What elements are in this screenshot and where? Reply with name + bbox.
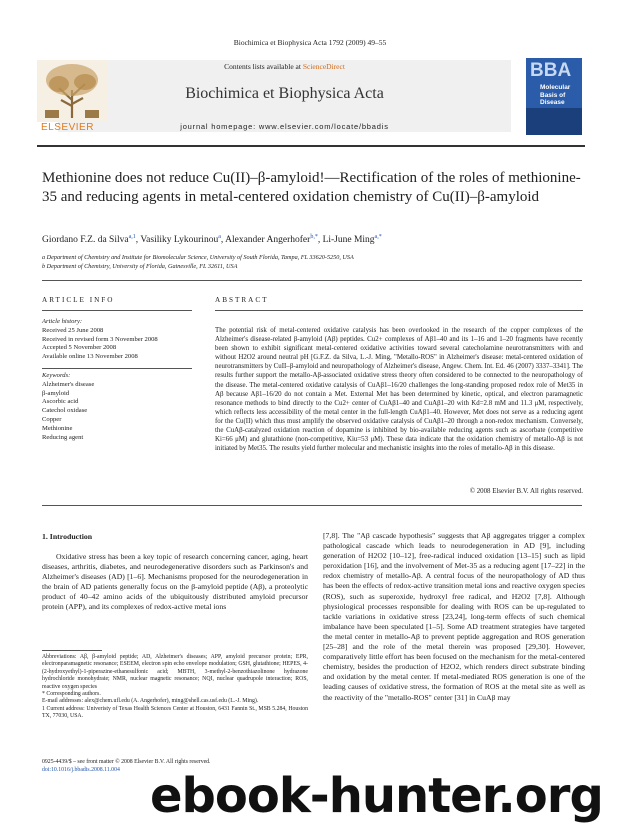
author-affil-mark[interactable]: a,1 — [128, 234, 136, 240]
journal-title: Biochimica et Biophysica Acta — [185, 85, 384, 102]
keyword: Catechol oxidase — [42, 407, 88, 415]
sciencedirect-link[interactable]: ScienceDirect — [302, 62, 345, 71]
footnote-rule — [42, 650, 102, 651]
info-rule — [42, 310, 192, 311]
article-history — [42, 318, 192, 362]
history-accepted: Accepted 5 November 2008 — [42, 344, 117, 352]
history-received: Received 25 June 2008 — [42, 326, 104, 334]
watermark-text: ebook-hunter.org — [150, 768, 603, 824]
homepage-prefix: journal homepage: — [180, 122, 256, 131]
elsevier-logo — [37, 60, 107, 132]
keywords-rule — [42, 368, 192, 369]
history-revised: Received in revised form 3 November 2008 — [42, 335, 158, 343]
affil-rule — [42, 280, 582, 281]
keywords-label: Keywords: — [42, 372, 71, 379]
history-label: Article history: — [42, 318, 83, 325]
intro-right-column — [323, 531, 585, 785]
abstract-text: The potential risk of metal-centered oxidative catalysis has been overlooked in the research of the copper complexes of the Alzheimer's disease-related β-amyloid (Aβ) peptides. Cu2+ complexes of Aβ1–40 and its 1–16 and 1–20 fragments have recently been shown to exhibit significant metal-centered oxidative activities toward several catecholamine neurotransmitters with and without H2O2 around neutral pH [G.F.Z. da Silva, L.-J. Ming, "Metallo-ROS" in Alzheimer's disease: metal-centered oxidation of neurotransmitters by CuII–β-amyloid and neuropathology of Alzheimer's disease, Angew. Chem. Int. Ed. 46 (2007) 3337–3341]. The results further support the metallo-Aβ-associated oxidative stress theory often considered to be connected to the neuropathology of the disease. The metal-centered oxidative catalysis of CuAβ1–16/20 challenges the long-standing proposed redox role of Met35 in Aβ because Aβ1–16/20 do not contain a Met. External Met has been determined by kinetic, optical, and electron paramagnetic resonance methods to bind directly to the Cu2+ center of CuAβ1–40 and CuAβ1–20 with Kd=2.8 mM and 11.3 μM, respectively, which reflects less accessibility of the metal center in the full-length CuAβ1–40. However, Met does not serve as a reducing agent for the Cu(II) which thus must amplify the observed oxidative catalysis of CuAβ1–20 through a non-redox mechanism. Conversely, the CuAβ-catalyzed oxidation reaction of dopamine is inhibited by bio-available reducing agents such as ascorbate (competitive Ki=66 μM) and glutathione (non-competitive, Kiu=53 μM). These data indicate that the oxidation chemistry of metallo-Aβ is not initiated by Met35. The results yield further molecular and mechanistic insights into the roles of metallo-Aβ in this disease. — [215, 327, 583, 453]
contents-line — [58, 62, 511, 71]
cover-subtitle: Molecular Basis of Disease — [540, 84, 571, 106]
author-affil-mark[interactable]: b,* — [310, 234, 318, 240]
intro-paragraph: Oxidative stress has been a key topic of research concerning cancer, aging, heart diseases, arthritis, diabetes, and neurodegenerative disorders such as Parkinson's and Alzheimer's diseases (AD) [1–6]. Mechanisms proposed for the neurodegeneration in the brain of AD patients generally focus on the β-amyloid peptide (Aβ), a proteolytic product of 40–42 amino acids of the ubiquitously distributed amyloid precursor protein (APP), and its complexes of redox-active metal ions — [42, 552, 308, 612]
author-name: Vasiliky Lykourinou — [140, 235, 219, 246]
cover-image — [526, 108, 582, 135]
email-footnote[interactable]: E-mail addresses: alex@chem.ufl.edu (A. Angerhofer), ming@shell.cas.usf.edu (L.-J. Ming). — [42, 698, 259, 705]
issn-line: 0925-4439/$ – see front matter © 2008 Elsevier B.V. All rights reserved. — [42, 759, 211, 765]
article-info-heading: ARTICLE INFO — [42, 296, 115, 304]
keyword: Reducing agent — [42, 433, 84, 441]
abstract-end-rule — [42, 505, 582, 506]
journal-cover — [526, 58, 582, 135]
footnotes — [42, 654, 308, 721]
elsevier-tree-icon — [37, 60, 107, 122]
homepage-url[interactable]: www.elsevier.com/locate/bbadis — [258, 122, 389, 131]
author-name: Li-June Ming — [322, 235, 375, 246]
keyword: β-amyloid — [42, 389, 70, 397]
author-affil-mark[interactable]: a,* — [374, 234, 382, 240]
keywords — [42, 372, 192, 442]
cover-title: BBA — [530, 60, 572, 81]
abstract-heading: ABSTRACT — [215, 296, 269, 304]
keyword: Alzheimer's disease — [42, 380, 95, 388]
keyword: Ascorbic acid — [42, 398, 79, 406]
address-footnote: 1 Current address: Univeristy of Texas Health Sciences Center at Houston, 6431 Fannin St., MSB 5.284, Houston TX, 77030, USA. — [42, 705, 308, 720]
header-rule — [37, 145, 585, 147]
keyword: Methionine — [42, 424, 73, 432]
affiliation-a: a Department of Chemistry and Institute for Biomolecular Science, University of South Florida, Tampa, FL 33620-5250, USA — [42, 254, 354, 261]
abbreviations-footnote: Abbreviations: Aβ, β-amyloid peptide; AD, Alzheimer's diseases; APP, amyloid precursor protein; EPR, electronparamagnetic resonance; ESEEM, electron spin echo envelope modulation; GSH, glutathione; HEPES, 4-(2-hydroxyethyl)-1-piperazine-ethanesulfonic acid; MBTH, 3-methyl-2-benzothiazolinone hydrazone hydrochloride monohydrate; NMR, nuclear magnetic resonance; NQI, nuclear quadrupole interaction; ROS, reactive oxygen species — [42, 654, 308, 690]
author-name: Alexander Angerhofer — [225, 235, 311, 246]
running-head: Biochimica et Biophysica Acta 1792 (2009) 49–55 — [233, 38, 387, 47]
journal-homepage — [58, 122, 511, 131]
intro-left-column — [42, 552, 308, 644]
article-title: Methionine does not reduce Cu(II)–β-amyloid!—Rectification of the roles of methionine-35 and reducing agents in metal-centered oxidation chemistry of Cu(II)–β-amyloid — [42, 170, 581, 205]
section-heading: 1. Introduction — [42, 532, 93, 541]
contents-prefix: Contents lists available at — [224, 62, 301, 71]
keyword: Copper — [42, 415, 62, 423]
abstract-rule — [215, 310, 583, 311]
abstract-copyright: © 2008 Elsevier B.V. All rights reserved. — [469, 488, 583, 495]
author-affil-mark[interactable]: a — [218, 234, 221, 240]
elsevier-wordmark: ELSEVIER — [41, 122, 94, 133]
intro-paragraph: [7,8]. The "Aβ cascade hypothesis" suggests that Aβ aggregates trigger a complex pathological cascade which leads to neurodegeneration in AD [9], including generation of H2O2 [10–12], free-radical induced oxidation [13–15] such as lipid peroxidation [16], and the involvement of Met-35 as a reducing agent [17–22] in the redox chemistry of metallo-Aβ. A central focus of the neuropathology of AD thus has been the effects of redox-active transition metal ions and reactive oxygen species (ROS), such as superoxide, hydroxyl free radical, and H2O2 [7,8]. Although physiological processes responsible for dealing with ROS can be up-regulated to tackle variations in oxidative stress [23,24], long-term effects of such chemical imbalance have been speculated [1–5]. Some AD treatment strategies have targeted the metal center in metallo-Aβ to prevent peptide aggregation and ROS generation [25–28] and the role of the metal therein was proposed [29,30]. However, comparatively little effort has been focused on the mechanism for the metal-centered chemistry, besides the production of H2O2, which renders direct substrate binding and oxidation by the metal center. If metal-mediated ROS generation is one of the leading causes of oxidative stress, the formation of ROS at the metal site as well as the reactivity of the "metallo-ROS" center [31] in CuAβ may — [323, 531, 585, 702]
affiliation-b: b Department of Chemistry, University of Florida, Gainesville, FL 32611, USA — [42, 263, 238, 270]
history-online: Available online 13 November 2008 — [42, 353, 138, 361]
author-name: Giordano F.Z. da Silva — [42, 235, 129, 246]
doi-link[interactable]: doi:10.1016/j.bbadis.2008.11.004 — [42, 767, 120, 773]
corresponding-footnote: * Corresponding authors. — [42, 691, 101, 698]
author-list: Giordano F.Z. da Silva$^{a,1}$, Vasiliky Lykourinou$^a$, Alexander Angerhofer$^{b,*}$, Li-June Ming$^{a,*}$ — [42, 234, 382, 246]
